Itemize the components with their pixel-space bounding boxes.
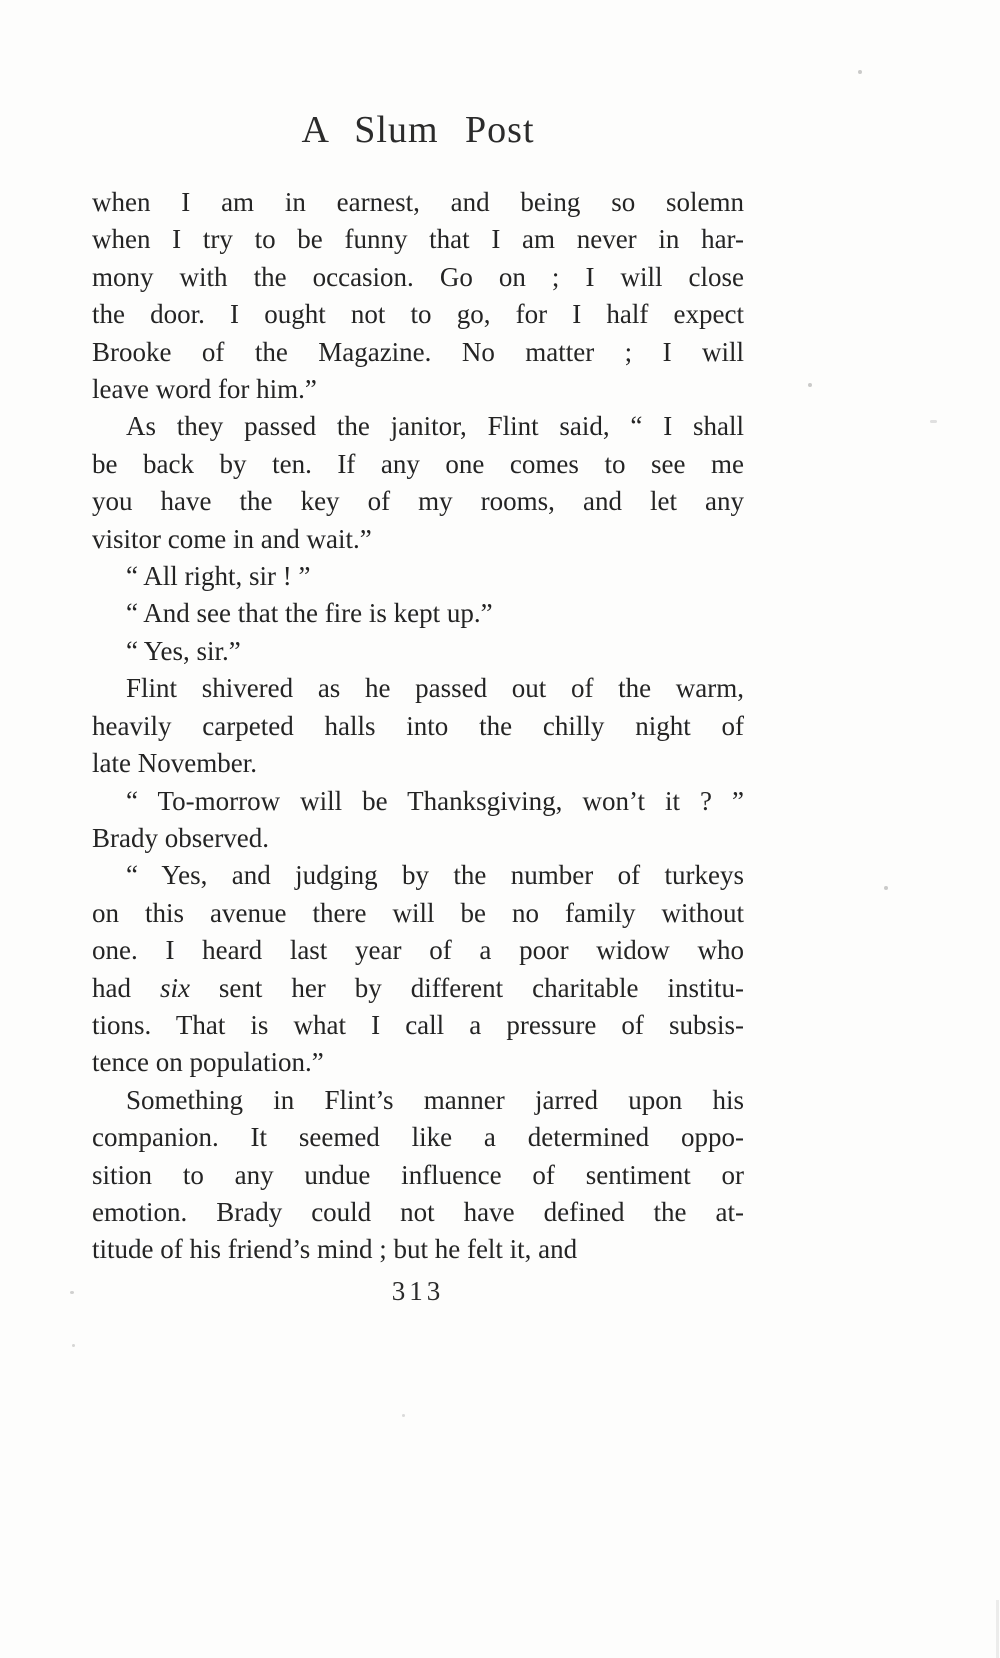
text-line: emotion. Brady could not have defined the at- bbox=[92, 1196, 744, 1227]
scan-speck bbox=[808, 383, 812, 387]
paragraph bbox=[92, 857, 744, 1081]
scan-speck bbox=[996, 1600, 999, 1658]
scan-speck bbox=[72, 1344, 75, 1347]
text-line: Flint shivered as he passed out of the warm, bbox=[126, 673, 744, 704]
scan-speck bbox=[858, 70, 862, 74]
text-line: tions. That is what I call a pressure of subsis- bbox=[92, 1009, 744, 1040]
text-line: Something in Flint’s manner jarred upon his bbox=[126, 1084, 744, 1115]
paragraph bbox=[92, 1082, 744, 1269]
text-line: “ Yes, sir.” bbox=[126, 635, 241, 666]
text-line: when I am in earnest, and being so solemn bbox=[92, 187, 744, 217]
text-line: Brooke of the Magazine. No matter ; I will bbox=[92, 336, 744, 367]
text-line: leave word for him.” bbox=[92, 374, 317, 405]
text-line: titude of his friend’s mind ; but he felt it, and bbox=[92, 1234, 578, 1265]
paragraph bbox=[92, 670, 744, 782]
scan-speck bbox=[930, 420, 937, 423]
text-line: heavily carpeted halls into the chilly night of bbox=[92, 710, 744, 741]
text-line: companion. It seemed like a determined oppo- bbox=[92, 1122, 744, 1153]
text-block bbox=[92, 184, 744, 1269]
paragraph bbox=[92, 408, 744, 558]
text-line: tence on population.” bbox=[92, 1047, 324, 1078]
text-line: As they passed the janitor, Flint said, “ I shall bbox=[126, 411, 744, 442]
text-line: sition to any undue influence of sentiment or bbox=[92, 1159, 744, 1190]
text-line: one. I heard last year of a poor widow who bbox=[92, 935, 744, 966]
paragraph bbox=[92, 184, 744, 408]
paragraph bbox=[92, 595, 744, 632]
text-line: had six sent her by different charitable institu- bbox=[92, 972, 744, 1003]
page-number: 313 bbox=[391, 1276, 445, 1306]
text-line: visitor come in and wait.” bbox=[92, 523, 372, 554]
text-line: “ And see that the fire is kept up.” bbox=[126, 598, 493, 629]
scan-speck bbox=[402, 1414, 405, 1417]
text-line: late November. bbox=[92, 748, 257, 779]
text-line: be back by ten. If any one comes to see me bbox=[92, 448, 744, 479]
text-line: mony with the occasion. Go on ; I will close bbox=[92, 261, 744, 292]
scan-speck bbox=[70, 1291, 74, 1294]
scan-speck bbox=[884, 886, 888, 890]
text-line: Brady observed. bbox=[92, 822, 269, 853]
paragraph bbox=[92, 558, 744, 595]
text-line: on this avenue there will be no family without bbox=[92, 897, 744, 928]
text-line: when I try to be funny that I am never in har- bbox=[92, 224, 744, 255]
text-line: the door. I ought not to go, for I half expect bbox=[92, 299, 744, 330]
text-line: “ Yes, and judging by the number of turkeys bbox=[126, 860, 744, 891]
text-line: you have the key of my rooms, and let any bbox=[92, 486, 744, 517]
paragraph bbox=[92, 783, 744, 858]
page-title: A Slum Post bbox=[301, 109, 535, 151]
paragraph bbox=[92, 633, 744, 670]
text-line: “ All right, sir ! ” bbox=[126, 561, 311, 592]
text-line: “ To-morrow will be Thanksgiving, won’t it ? ” bbox=[126, 785, 744, 816]
